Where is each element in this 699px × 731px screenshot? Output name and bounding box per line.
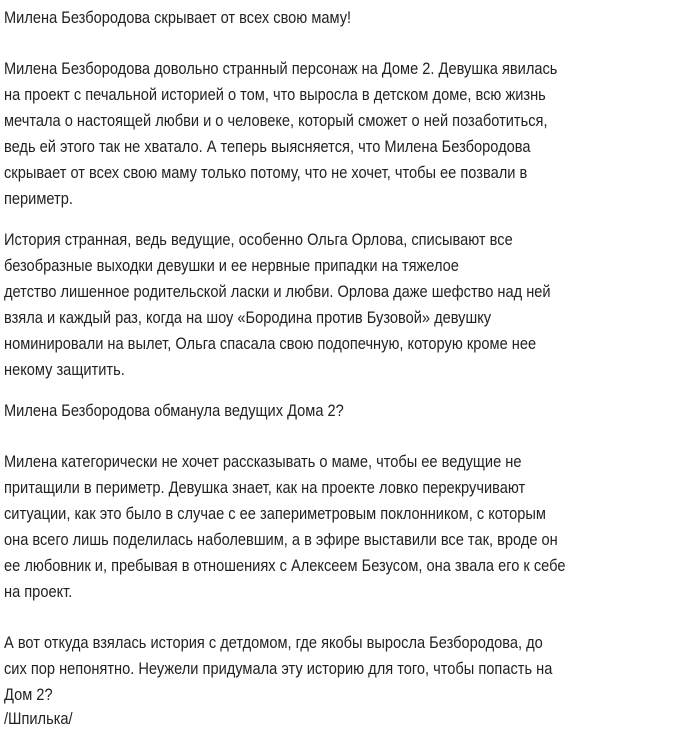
paragraph-line: Дом 2? [4, 685, 53, 704]
paragraph-line: История странная, ведь ведущие, особенно Ольга Орлова, списывают все [4, 230, 513, 249]
paragraph-line: она всего лишь поделилась наболевшим, а в эфире выставили все так, вроде он [4, 530, 558, 549]
article-signature: /Шпилька/ [4, 709, 73, 728]
paragraph-line: скрывает от всех свою маму только потому, что не хочет, чтобы ее позвали в [4, 163, 528, 182]
paragraph-line: мечтала о настоящей любви и о человеке, который сможет о ней позаботиться, [4, 111, 548, 130]
paragraph-line: детство лишенное родительской ласки и любви. Орлова даже шефство над ней [4, 282, 551, 301]
paragraph-line: на проект с печальной историей о том, что выросла в детском доме, всю жизнь [4, 85, 546, 104]
paragraph-line: сих пор непонятно. Неужели придумала эту историю для того, чтобы попасть на [4, 659, 553, 678]
article-title: Милена Безбородова скрывает от всех свою маму! [4, 8, 352, 27]
paragraph-line: периметр. [4, 189, 73, 208]
paragraph-line: ведь ей этого так не хватало. А теперь выясняется, что Милена Безбородова [4, 137, 531, 156]
paragraph-line: взяла и каждый раз, когда на шоу «Бородина против Бузовой» девушку [4, 308, 492, 327]
paragraph-line: А вот откуда взялась история с детдомом, где якобы выросла Безбородова, до [4, 633, 543, 652]
paragraph-line: Милена Безбородова довольно странный персонаж на Доме 2. Девушка явилась [4, 59, 558, 78]
paragraph-line: безобразные выходки девушки и ее нервные припадки на тяжелое [4, 256, 459, 275]
paragraph-line: некому защитить. [4, 360, 125, 379]
paragraph-line: ее любовник и, пребывая в отношениях с Алексеем Безусом, она звала его к себе [4, 556, 566, 575]
article-subheading: Милена Безбородова обманула ведущих Дома 2? [4, 401, 344, 420]
paragraph-line: ситуации, как это было в случае с ее запериметровым поклонником, с которым [4, 504, 546, 523]
paragraph-line: на проект. [4, 582, 73, 601]
paragraph-line: номинировали на вылет, Ольга спасала свою подопечную, которую кроме нее [4, 334, 537, 353]
paragraph-line: притащили в периметр. Девушка знает, как на проекте ловко перекручивают [4, 478, 526, 497]
paragraph-line: Милена категорически не хочет рассказывать о маме, чтобы ее ведущие не [4, 452, 522, 471]
